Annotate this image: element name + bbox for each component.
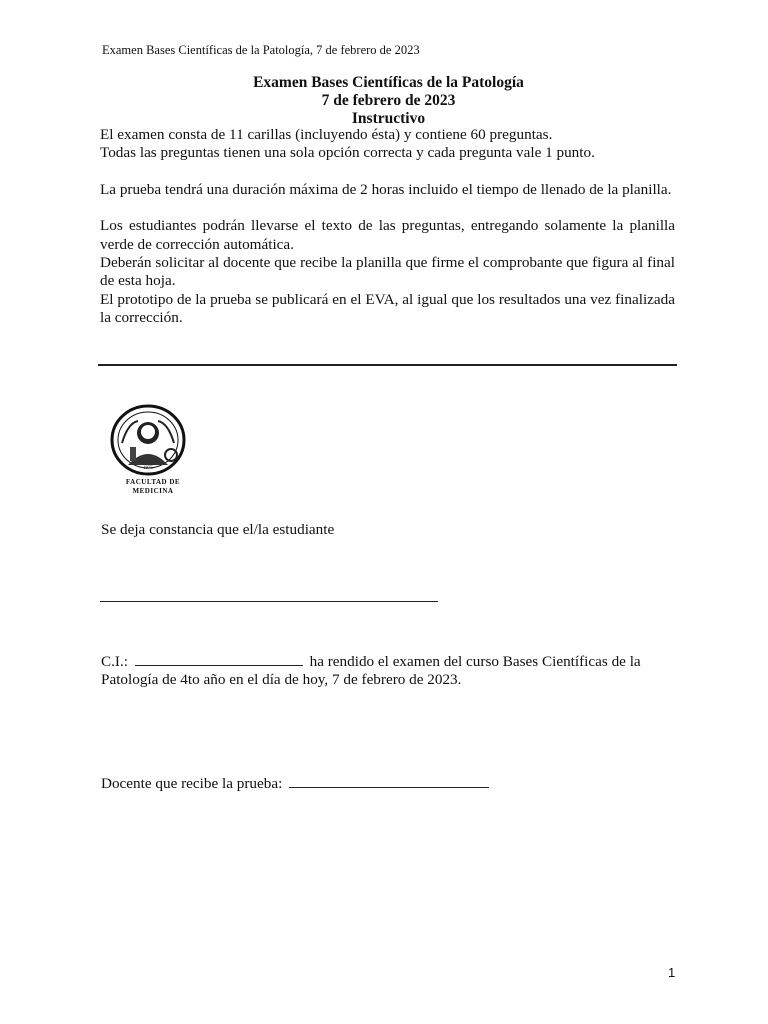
title-line-1: Examen Bases Científicas de la Patología	[253, 74, 524, 91]
seal-year: 1875	[143, 466, 153, 471]
ci-text-line-1: ha rendido el examen del curso Bases Científicas de la	[309, 653, 641, 670]
title-line-2: 7 de febrero de 2023	[321, 92, 456, 109]
paragraph-1: El examen consta de 11 carillas (incluyendo ésta) y contiene 60 preguntas.	[100, 126, 553, 143]
ci-block	[101, 651, 661, 690]
page-header: Examen Bases Científicas de la Patología, 7 de febrero de 2023	[102, 43, 420, 57]
section-divider	[98, 364, 677, 366]
student-name-field[interactable]	[100, 601, 438, 602]
paragraph-3: La prueba tendrá una duración máxima de 2 horas incluido el tiempo de llenado de la planilla.	[100, 180, 672, 198]
docente-label: Docente que recibe la prueba:	[101, 775, 283, 792]
ci-text-line-2: Patología de 4to año en el día de hoy, 7 de febrero de 2023.	[101, 671, 462, 689]
paragraph-6: El prototipo de la prueba se publicará en el EVA, al igual que los resultados una vez finalizada la corrección.	[100, 290, 675, 326]
docente-signature-field[interactable]	[289, 773, 489, 788]
paragraph-5: Deberán solicitar al docente que recibe la planilla que firme el comprobante que figura al final de esta hoja.	[100, 254, 675, 290]
certificate-statement: Se deja constancia que el/la estudiante	[101, 521, 335, 538]
paragraph-4: Los estudiantes podrán llevarse el texto de las preguntas, entregando solamente la planilla verde de corrección automática.	[100, 217, 675, 253]
title-line-3: Instructivo	[351, 110, 426, 127]
paragraph-2: Todas las preguntas tienen una sola opción correcta y cada pregunta vale 1 punto.	[100, 144, 595, 162]
logo-caption	[108, 478, 198, 496]
title-block	[100, 74, 677, 128]
ci-label: C.I.:	[101, 653, 129, 670]
logo-caption-line-2: MEDICINA	[132, 487, 174, 495]
instructions	[100, 126, 675, 327]
logo-caption-line-1: FACULTAD DE	[125, 478, 181, 486]
docente-block	[101, 773, 489, 793]
ci-field[interactable]	[135, 651, 303, 666]
page-number: 1	[668, 965, 676, 980]
